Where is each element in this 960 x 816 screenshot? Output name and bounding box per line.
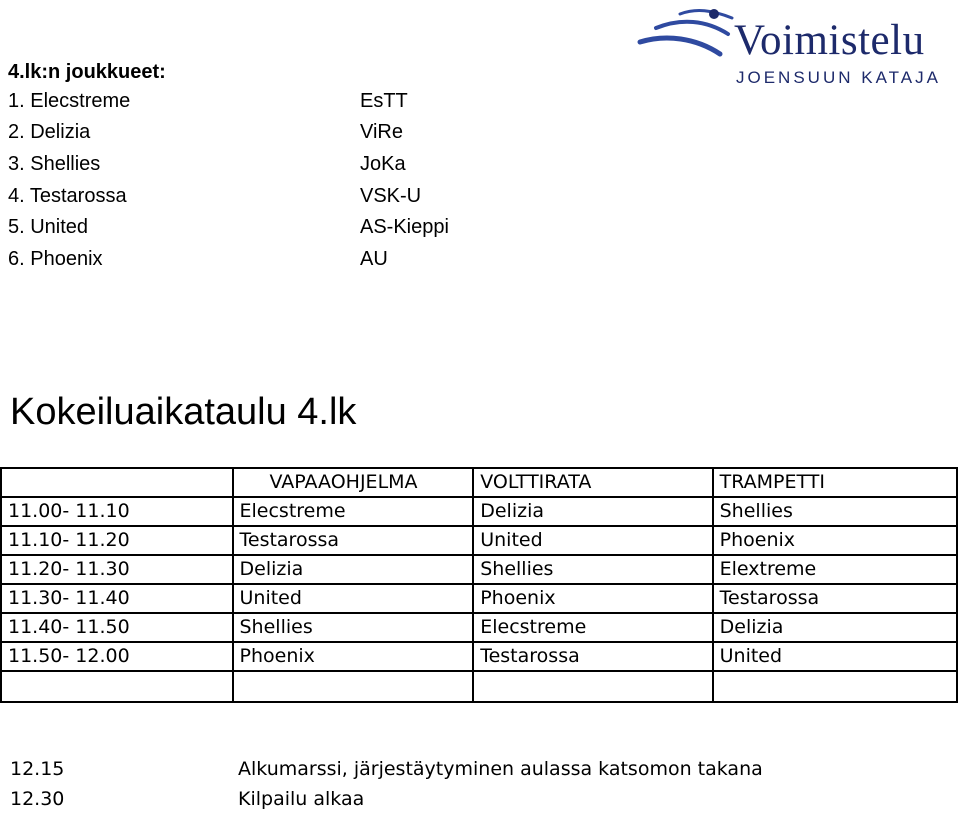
time-cell: 11.30- 11.40 xyxy=(1,584,233,613)
table-row xyxy=(1,526,957,555)
table-row-empty xyxy=(1,671,957,702)
time-cell: 11.50- 12.00 xyxy=(1,642,233,671)
empty-cell xyxy=(233,671,474,702)
team-name: 4. Testarossa xyxy=(8,185,127,207)
team-cell: Testarossa xyxy=(473,642,712,671)
table-row xyxy=(1,555,957,584)
team-name: 5. United xyxy=(8,216,89,238)
team-row xyxy=(8,244,508,275)
header-volttirata: VOLTTIRATA xyxy=(473,468,712,497)
footer-time: 12.15 xyxy=(10,758,65,780)
table-row xyxy=(1,613,957,642)
team-cell: United xyxy=(233,584,474,613)
team-club: VSK-U xyxy=(360,185,422,207)
schedule-table xyxy=(0,467,958,703)
logo-title: Voimistelu xyxy=(734,17,925,64)
team-cell: Phoenix xyxy=(713,526,957,555)
footer-text: Kilpailu alkaa xyxy=(238,788,365,810)
team-row xyxy=(8,181,508,212)
empty-cell xyxy=(473,671,712,702)
team-row xyxy=(8,212,508,243)
team-club: JoKa xyxy=(360,153,406,175)
footer-text: Alkumarssi, järjestäytyminen aulassa katsomon takana xyxy=(238,758,763,780)
time-cell: 11.40- 11.50 xyxy=(1,613,233,642)
team-name: 6. Phoenix xyxy=(8,248,103,270)
team-club: EsTT xyxy=(360,90,408,112)
team-cell: Elextreme xyxy=(713,555,957,584)
gymnast-swoosh-icon xyxy=(636,4,746,74)
team-name: 3. Shellies xyxy=(8,153,101,175)
team-cell: Phoenix xyxy=(233,642,474,671)
footer-item xyxy=(10,784,910,814)
team-name: 1. Elecstreme xyxy=(8,90,131,112)
club-logo xyxy=(636,4,954,92)
header-time xyxy=(1,468,233,497)
teams-heading: 4.lk:n joukkueet: xyxy=(8,61,166,83)
team-row xyxy=(8,86,508,117)
table-row xyxy=(1,642,957,671)
empty-cell xyxy=(1,671,233,702)
team-cell: Shellies xyxy=(713,497,957,526)
logo-subtitle: JOENSUUN KATAJA xyxy=(736,68,941,87)
header-trampetti: TRAMPETTI xyxy=(713,468,957,497)
team-cell: Testarossa xyxy=(233,526,474,555)
table-row xyxy=(1,584,957,613)
team-cell: United xyxy=(473,526,712,555)
time-cell: 11.00- 11.10 xyxy=(1,497,233,526)
team-club: AS-Kieppi xyxy=(360,216,449,238)
team-cell: Delizia xyxy=(233,555,474,584)
time-cell: 11.10- 11.20 xyxy=(1,526,233,555)
team-cell: Elecstreme xyxy=(473,613,712,642)
time-cell: 11.20- 11.30 xyxy=(1,555,233,584)
team-cell: United xyxy=(713,642,957,671)
footer-time: 12.30 xyxy=(10,788,65,810)
team-cell: Elecstreme xyxy=(233,497,474,526)
footer-item xyxy=(10,754,910,784)
header-vapaaohjelma: VAPAAOHJELMA xyxy=(233,468,474,497)
table-row xyxy=(1,497,957,526)
team-cell: Shellies xyxy=(473,555,712,584)
team-cell: Phoenix xyxy=(473,584,712,613)
team-club: AU xyxy=(360,248,388,270)
team-club: ViRe xyxy=(360,121,403,143)
team-cell: Delizia xyxy=(713,613,957,642)
empty-cell xyxy=(713,671,957,702)
team-row xyxy=(8,117,508,148)
team-cell: Testarossa xyxy=(713,584,957,613)
team-cell: Shellies xyxy=(233,613,474,642)
table-header-row xyxy=(1,468,957,497)
team-name: 2. Delizia xyxy=(8,121,91,143)
team-row xyxy=(8,149,508,180)
team-cell: Delizia xyxy=(473,497,712,526)
schedule-title: Kokeiluaikataulu 4.lk xyxy=(10,391,357,433)
